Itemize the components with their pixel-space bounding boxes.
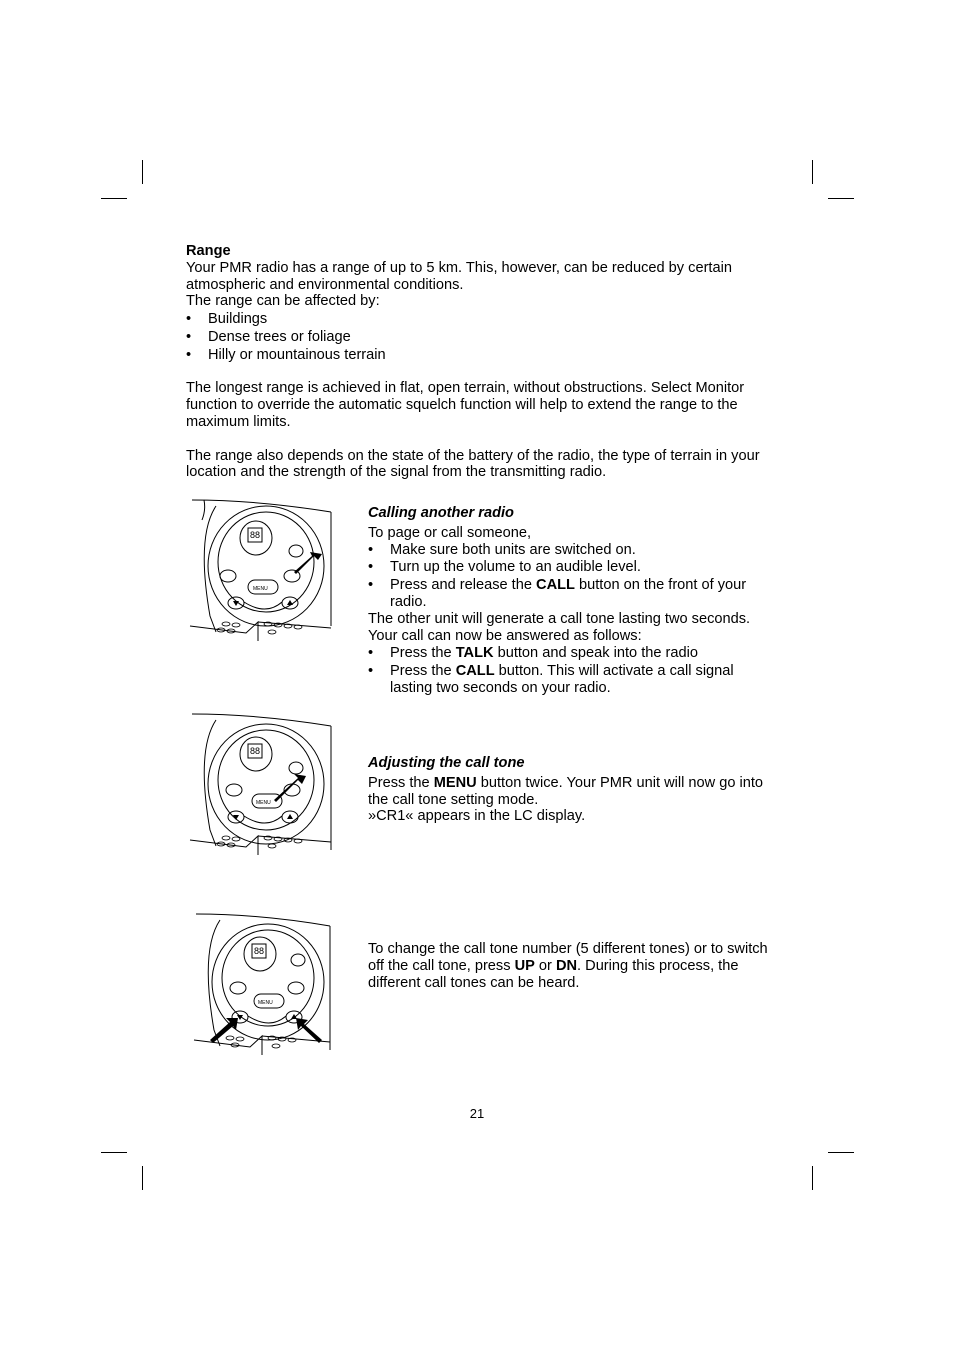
range-paragraph-line: function to override the automatic squelch function will help to extend the range to the — [186, 397, 738, 414]
list-item: • Hilly or mountainous terrain — [186, 347, 786, 364]
adjusting-text-line: Press the MENU button twice. Your PMR unit will now go into — [368, 774, 764, 791]
range-paragraph-line: maximum limits. — [186, 413, 291, 430]
menu-keyword: MENU — [433, 774, 477, 791]
crop-mark — [101, 1152, 127, 1153]
call-keyword: CALL — [455, 663, 495, 680]
page-number: 21 — [469, 1106, 485, 1121]
crop-mark — [142, 1166, 143, 1190]
display-digits: 88 — [254, 946, 265, 956]
crop-mark — [828, 1152, 854, 1153]
talk-keyword: TALK — [455, 645, 494, 662]
list-item: • Turn up the volume to an audible level. — [368, 559, 788, 576]
crop-mark — [812, 160, 813, 184]
calling-text-line: The other unit will generate a call tone lasting two seconds. — [368, 610, 751, 627]
menu-button-label: MENU — [258, 1000, 273, 1006]
range-section — [186, 243, 786, 481]
calling-steps-list — [368, 542, 788, 611]
calling-heading: Calling another radio — [368, 505, 514, 521]
change-text-line: To change the call tone number (5 different tones) or to switch — [368, 941, 768, 957]
calling-text-line: Your call can now be answered as follows: — [368, 627, 642, 644]
answer-steps-list — [368, 645, 788, 696]
display-digits: 88 — [250, 530, 261, 540]
list-item: • Make sure both units are switched on. — [368, 542, 788, 559]
calling-intro: To page or call someone, — [368, 524, 532, 541]
change-tone-section — [368, 941, 788, 991]
range-factors-list — [186, 311, 786, 363]
adjusting-text-line: the call tone setting mode. — [368, 791, 539, 808]
menu-button-label: MENU — [256, 800, 271, 806]
pointer-arrow-icon — [274, 774, 306, 802]
range-paragraph-line: location and the strength of the signal from the transmitting radio. — [186, 464, 607, 481]
call-keyword: CALL — [536, 577, 575, 594]
list-item: • Dense trees or foliage — [186, 329, 786, 346]
crop-mark — [828, 198, 854, 199]
pointer-arrow-icon — [294, 552, 322, 574]
range-heading: Range — [186, 243, 231, 259]
range-paragraph-line: The longest range is achieved in flat, open terrain, without obstructions. Select Monitor — [186, 380, 745, 397]
list-item: • Press the TALK button and speak into the radio — [368, 645, 788, 662]
up-keyword: UP — [514, 957, 535, 974]
range-intro-line: atmospheric and environmental conditions. — [186, 276, 464, 293]
adjusting-heading: Adjusting the call tone — [368, 755, 525, 771]
range-intro-line: Your PMR radio has a range of up to 5 km. This, however, can be reduced by certain — [186, 259, 732, 276]
menu-button-label: MENU — [253, 586, 268, 592]
change-text-line: different call tones can be heard. — [368, 974, 580, 991]
range-paragraph-line: The range also depends on the state of the battery of the radio, the type of terrain in your — [186, 447, 760, 464]
dn-keyword: DN — [555, 957, 578, 974]
crop-mark — [101, 198, 127, 199]
change-text-line: off the call tone, press UP or DN. During this process, the — [368, 957, 739, 974]
radio-keypad-illustration — [190, 910, 340, 1055]
range-intro-line: The range can be affected by: — [186, 293, 380, 310]
list-item: • Press and release the CALL button on the front of your radio. — [368, 577, 788, 611]
calling-section — [368, 505, 788, 697]
display-digits: 88 — [250, 746, 261, 756]
radio-keypad-illustration — [186, 496, 336, 641]
list-item: • Buildings — [186, 311, 786, 328]
adjusting-text-line: »CR1« appears in the LC display. — [368, 808, 586, 825]
adjusting-section — [368, 755, 788, 825]
crop-mark — [812, 1166, 813, 1190]
crop-mark — [142, 160, 143, 184]
list-item: • Press the CALL button. This will activate a call signal lasting two seconds on your radio. — [368, 663, 788, 697]
radio-keypad-illustration — [186, 710, 336, 855]
